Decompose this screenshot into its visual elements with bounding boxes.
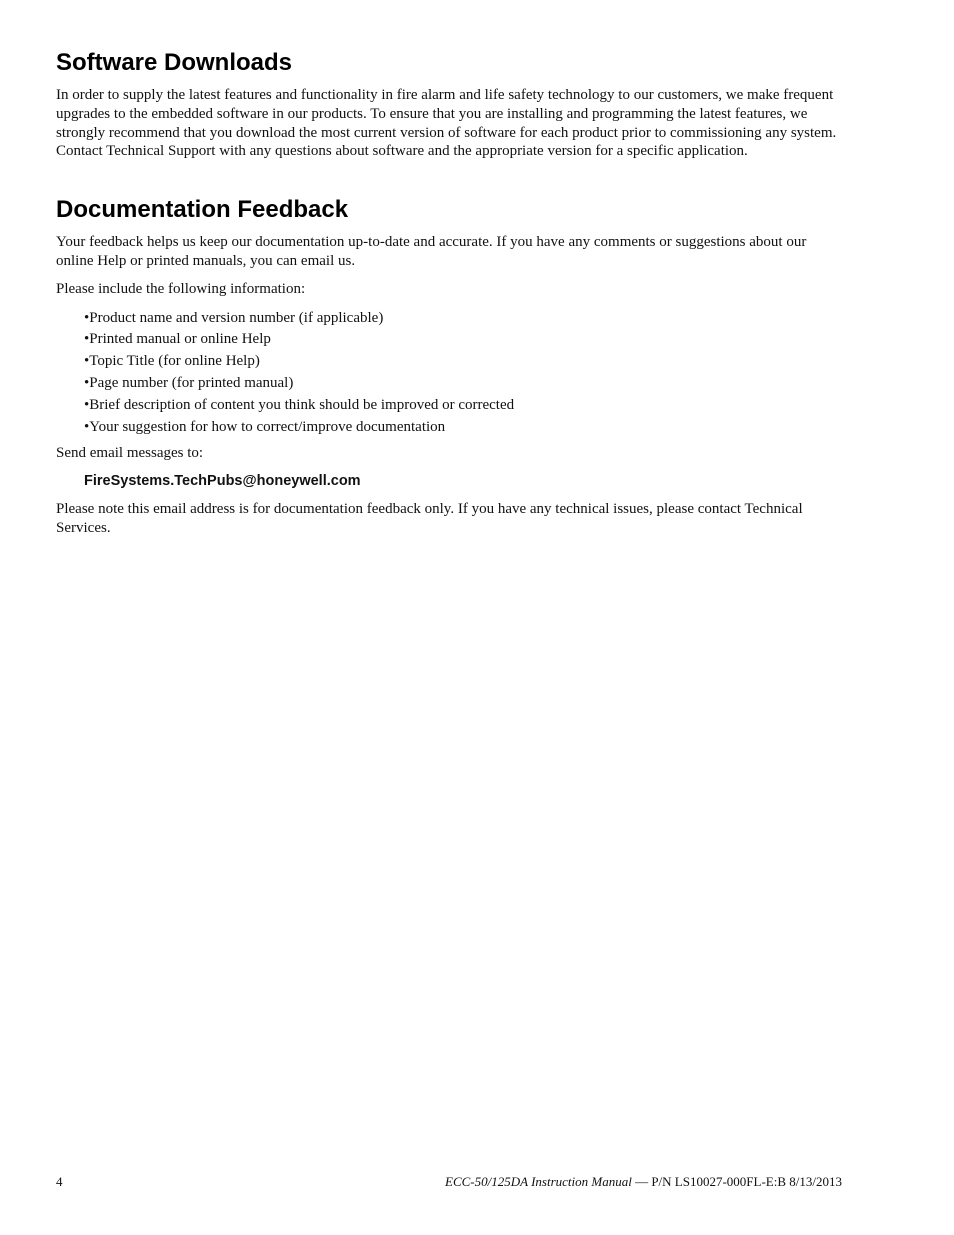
document-reference	[445, 1174, 842, 1190]
page-number: 4	[56, 1174, 63, 1189]
part-number: — P/N LS10027-000FL-E:B 8/13/2013	[631, 1174, 842, 1189]
documentation-feedback-heading: Documentation Feedback	[56, 196, 349, 224]
manual-title: ECC-50/125DA Instruction Manual	[445, 1174, 632, 1189]
software-downloads-section	[56, 48, 846, 161]
include-info-label: Please include the following information:	[56, 280, 306, 297]
feedback-intro-paragraph: Your feedback helps us keep our documentation up-to-date and accurate. If you have any comments or suggestions about our online Help or printed manuals, you can email us.	[56, 234, 807, 269]
documentation-feedback-section	[56, 195, 846, 538]
document-page	[56, 48, 846, 538]
list-item: •Product name and version number (if applicable)	[84, 309, 384, 326]
send-email-label: Send email messages to:	[56, 445, 204, 462]
software-downloads-body: In order to supply the latest features and functionality in fire alarm and life safety technology to our customers, we make frequent upgrades to the embedded software in our products. To ensure that you are installing and programming the latest features, we strongly recommend that you download the most current version of software for each product prior to commissioning any system. Contact Technical Support with any questions about software and the appropriate version for a specific application.	[56, 87, 837, 160]
email-usage-note: Please note this email address is for documentation feedback only. If you have any technical issues, please contact Technical Services.	[56, 501, 803, 536]
list-item: •Printed manual or online Help	[84, 331, 271, 348]
list-item: •Brief description of content you think should be improved or corrected	[84, 396, 515, 413]
list-item: •Topic Title (for online Help)	[84, 353, 260, 370]
list-item: •Page number (for printed manual)	[84, 374, 294, 391]
feedback-info-list	[84, 308, 846, 439]
list-item: •Your suggestion for how to correct/improve documentation	[84, 418, 446, 435]
software-downloads-heading: Software Downloads	[56, 49, 293, 76]
feedback-email-address[interactable]: FireSystems.TechPubs@honeywell.com	[84, 473, 361, 490]
